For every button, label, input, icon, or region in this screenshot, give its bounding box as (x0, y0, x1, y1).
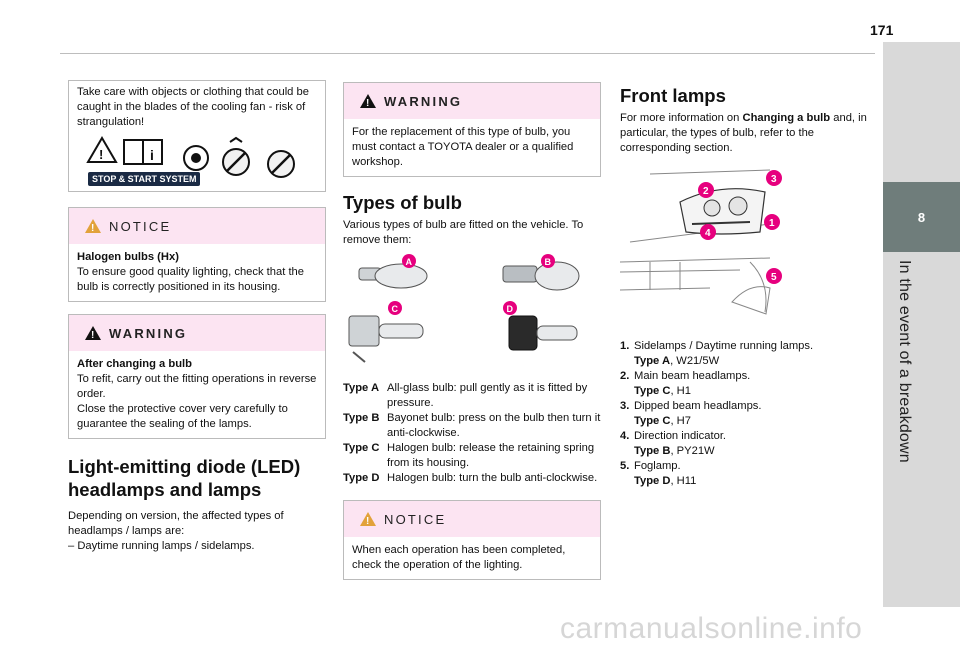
bulb-b-image (503, 262, 579, 290)
bulb-type-key: Type A (343, 382, 380, 394)
bulb-type-desc: Bayonet bulb: press on the bulb then turn it anti-clockwise. (387, 412, 601, 439)
list-item: 4. Direction indicator. Type B, PY21W (620, 430, 727, 457)
top-rule (60, 53, 875, 54)
list-item: 5. Foglamp. Type D, H11 (620, 460, 697, 487)
stop-start-label: STOP & START SYSTEM (92, 174, 197, 184)
bulb-type-key: Type C (343, 442, 380, 454)
warning-heading: After changing a bulb (77, 358, 192, 370)
callout-4-text: 4 (705, 228, 711, 239)
bulb-c-image (349, 316, 423, 362)
callout-1-text: 1 (769, 218, 775, 229)
warning-icon (360, 94, 376, 108)
badge-d-text: D (506, 304, 513, 314)
bulb-type-row (343, 411, 601, 441)
warning-label: WARNING (109, 325, 188, 341)
bulb-type-row (343, 471, 601, 486)
bulb-type-desc: Halogen bulb: release the retaining spring from its housing. (387, 442, 595, 469)
bulb-type-desc: All-glass bulb: pull gently as it is fitted by pressure. (387, 382, 588, 409)
notice-label: NOTICE (384, 511, 447, 527)
svg-text:!: ! (99, 147, 104, 162)
headlamp-unit (680, 189, 765, 234)
fan-warning-box (68, 80, 326, 192)
chapter-number: 8 (883, 182, 960, 252)
notice-text: To ensure good quality lighting, check that the bulb is correctly positioned in its housing. (77, 266, 305, 293)
notice-icon (360, 512, 376, 526)
notice-box-halogen (68, 207, 326, 302)
list-item: 3. Dipped beam headlamps. Type C, H7 (620, 400, 762, 427)
bulb-type-key: Type D (343, 472, 380, 484)
callout-3-text: 3 (771, 174, 777, 185)
bulb-d-image (509, 316, 577, 350)
fan-warning-text: Take care with objects or clothing that could be caught in the blades of the cooling fan - risk of strangulation! (77, 86, 309, 128)
list-item: 2. Main beam headlamps. Type C, H1 (620, 370, 751, 397)
front-lamps-title: Front lamps (620, 85, 726, 106)
bulb-a-image (359, 264, 427, 288)
led-title-line-1: Light-emitting diode (LED) (68, 456, 301, 477)
front-lamps-list (620, 339, 878, 489)
bulb-type-desc: Halogen bulb: turn the bulb anti-clockwise. (387, 472, 598, 484)
bulb-type-list (343, 381, 601, 486)
warning-icon (85, 326, 101, 340)
chapter-title: In the event of a breakdown (896, 260, 913, 463)
badge-c-text: C (391, 304, 398, 314)
notice-heading: Halogen bulbs (Hx) (77, 251, 179, 263)
notice-icon (85, 219, 101, 233)
callout-5-text: 5 (771, 272, 777, 283)
types-intro-text: Various types of bulb are fitted on the vehicle. To remove them: (343, 219, 584, 246)
stop-start-pictograms (86, 136, 314, 188)
led-intro-text: Depending on version, the affected types of headlamps / lamps are: (68, 510, 284, 537)
bulb-type-row (343, 441, 601, 471)
callout-2-text: 2 (703, 186, 709, 197)
types-of-bulb-title: Types of bulb (343, 192, 462, 213)
page-number: 171 (870, 22, 894, 38)
badge-a-text: A (405, 257, 412, 267)
chapter-tab (883, 42, 960, 607)
svg-text:i: i (150, 147, 154, 163)
led-title-line-2: headlamps and lamps (68, 479, 262, 500)
list-item: 1. Sidelamps / Daytime running lamps. Type A, W21/5W (620, 340, 814, 367)
warning-text: For the replacement of this type of bulb, you must contact a TOYOTA dealer or a qualified workshop. (352, 126, 574, 168)
warning-label: WARNING (384, 93, 463, 109)
notice-text: When each operation has been completed, check the operation of the lighting. (352, 544, 566, 571)
notice-label: NOTICE (109, 218, 172, 234)
led-list-item: – Daytime running lamps / sidelamps. (68, 540, 255, 552)
warning-text-1: To refit, carry out the fitting operations in reverse order. (77, 373, 317, 400)
warning-box-dealer (343, 82, 601, 177)
front-lamps-intro: For more information on Changing a bulb and, in particular, the types of bulb, refer to the corresponding section. (620, 112, 867, 154)
warning-box-after-change (68, 314, 326, 439)
watermark: carmanualsonline.info (560, 612, 863, 645)
bulb-type-key: Type B (343, 412, 380, 424)
warning-text-2: Close the protective cover very carefully to guarantee the sealing of the lamps. (77, 403, 288, 430)
bulb-types-illustration (343, 254, 601, 370)
notice-box-check (343, 500, 601, 580)
front-lamps-diagram (620, 162, 800, 322)
badge-b-text: B (544, 257, 551, 267)
bulb-type-row (343, 381, 601, 411)
